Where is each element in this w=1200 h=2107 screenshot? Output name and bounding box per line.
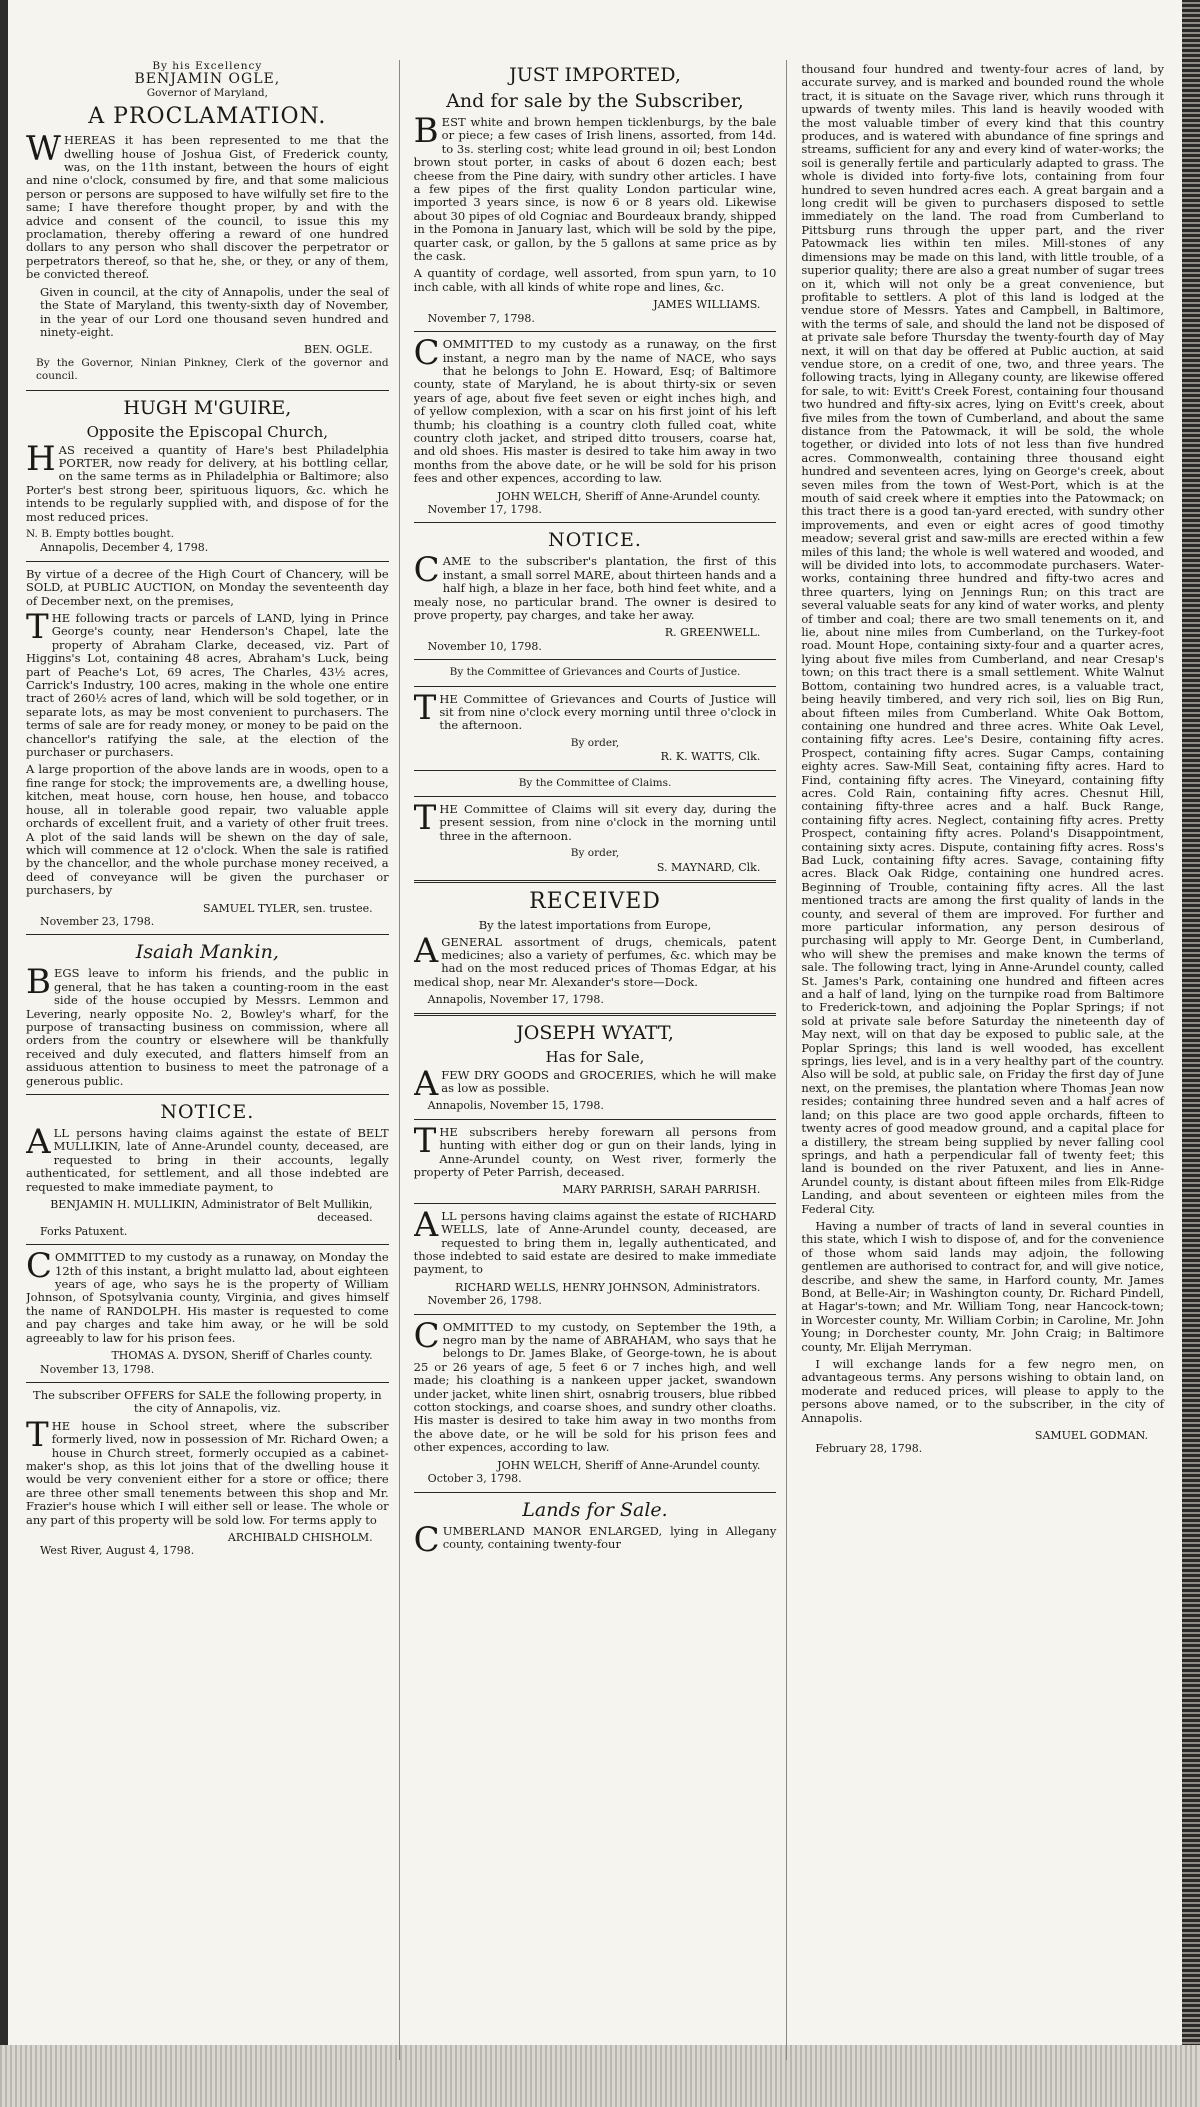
randolph-notice xyxy=(26,1246,389,1376)
mcguire-body: HAS received a quantity of Hare's best Philadelphia PORTER, now ready for delivery, at his bottling cellar, on the same terms as in Philadelphia or Baltimore; also Porter's best strong beer, spirituous liquors, &c. which he intends to be regularly supplied with, and dispose of for the most reduced prices. xyxy=(26,438,389,524)
godman-date: February 28, 1798. xyxy=(815,1442,923,1456)
sale-body-2: A large proportion of the above lands are in woods, open to a fine range for stock; the improvements are, a dwelling house, kitchen, meat house, corn house, hen house, and tobacco house, all in tolerable good repair, two valuable apple orchards of excellent fruit, and a variety of other fruit trees. A plot of the said lands will be shewn on the day of sale, which will commence at 12 o'clock. When the sale is ratified by the chancellor, and the whole purchase money received, a deed of conveyance will be given the purchaser or purchasers, by xyxy=(26,762,389,898)
column-1 xyxy=(26,60,400,2060)
claims-order: By order, xyxy=(570,847,620,860)
mare-notice xyxy=(414,529,777,653)
ji-title: JUST IMPORTED, xyxy=(509,64,681,86)
lands-continued xyxy=(801,63,1164,1456)
mankin-ad xyxy=(26,941,389,1088)
ji-body: BEST white and brown hempen ticklenburgs, by the bale or piece; a few cases of Irish linens, assorted, from 14d. to 3s. sterling cost; white lead ground in oil; best London brown stout porter, in casks of about 6 dozen each; best cheese from the Pine dairy, with sundry other articles. I have a few pipes of the first quality London particular wine, imported 3 years since, is now 6 or 8 years old. Likewise about 30 pipes of old Cogniac and Bourdeaux brandy, shipped in the Pomona in January last, which will be sold by the pipe, quarter cask, or gallon, by the 5 gallons at same price as by the cask. xyxy=(413,111,777,264)
wyatt-name: JOSEPH WYATT, xyxy=(516,1021,674,1044)
mankin-body: BEGS leave to inform his friends, and the public in general, that he has taken a counting-room in the east side of the house occupied by Messrs. Lemmon and Levering, nearly opposite No. 2, Bowley's wharf, for the purpose of transacting business on commission, where all orders from the country or elsewhere will be thankfully received and duly executed, and flatters himself from an assiduous attention to business to meet the patronage of a generous public. xyxy=(26,962,389,1088)
wyatt-date: Annapolis, November 15, 1798. xyxy=(427,1099,604,1113)
divider xyxy=(414,1119,777,1120)
nace-notice xyxy=(413,333,777,516)
offers-date: West River, August 4, 1798. xyxy=(40,1544,195,1558)
grievances-notice xyxy=(414,666,777,763)
godman-sign: SAMUEL GODMAN. xyxy=(1034,1429,1149,1443)
ji-date: November 7, 1798. xyxy=(427,311,535,325)
parrish-notice xyxy=(413,1120,777,1197)
column-3 xyxy=(801,60,1174,2060)
hunt-body: THE subscribers hereby forewarn all persons from hunting with either dog or gun on their lands, lying in Anne-Arundel county, on West river, formerly the property of Peter Parrish, deceased. xyxy=(413,1120,777,1179)
sale-intro: By virtue of a decree of the High Court of Chancery, will be SOLD, at PUBLIC AUCTION, on Monday the seventeenth day of December next, on the premises, xyxy=(26,566,389,608)
proc-sign: BEN. OGLE. xyxy=(304,343,373,357)
ji-sign: JAMES WILLIAMS. xyxy=(653,298,761,312)
lands-cont-body-2: Having a number of tracts of land in several counties in this state, which I wish to dispose of, and for the convenience of those whom said lands may adjoin, the following gentlemen are authorised to contract for, and will give notice, describe, and shew the same, in Harford county, Mr. James Bond, at Belle-Air; in Washington county, Dr. Richard Pindell, at Hagar's-town; and Mr. William Tong, near Hancock-town; in Worcester county, Mr. William Corbin; in Caroline, Mr. John Young; in Dorchester county, Mr. John Craig; in Baltimore county, Mr. Elijah Merryman. xyxy=(801,1218,1165,1354)
divider xyxy=(414,1013,777,1016)
abraham-sign: JOHN WELCH, Sheriff of Anne-Arundel county. xyxy=(497,1458,761,1472)
notice-title: NOTICE. xyxy=(160,1101,255,1123)
nace-sign: JOHN WELCH, Sheriff of Anne-Arundel county. xyxy=(497,489,761,503)
divider xyxy=(414,331,777,332)
mare-sign: R. GREENWELL. xyxy=(664,626,761,640)
offers-intro: The subscriber OFFERS for SALE the following property, in the city of Annapolis, viz. xyxy=(33,1387,382,1416)
mare-date: November 10, 1798. xyxy=(427,639,542,653)
wells-date: November 26, 1798. xyxy=(427,1294,542,1308)
wyatt-sub: Has for Sale, xyxy=(545,1047,645,1066)
lands-title: Lands for Sale. xyxy=(522,1498,668,1521)
wyatt-body: AFEW DRY GOODS and GROCERIES, which he will make as low as possible. xyxy=(413,1063,777,1104)
divider xyxy=(414,770,777,771)
rec-body: AGENERAL assortment of drugs, chemicals, patent medicines; also a variety of perfumes, &c. which may be had on the most reduced prices of Thomas Edgar, at his medical shop, near Mr. Alexander's store—Dock. xyxy=(413,930,777,989)
divider xyxy=(414,1492,777,1493)
offers-sign: ARCHIBALD CHISHOLM. xyxy=(227,1530,373,1544)
rec-sub: By the latest importations from Europe, xyxy=(478,918,712,933)
received-ad xyxy=(414,889,777,1006)
sale-body: THE following tracts or parcels of LAND, lying in Prince George's county, near Henderson's Chapel, late the property of Abraham Clarke, deceased, viz. Part of Higgins's Lot, containing 48 acres, Abraham's Luck, being part of Peache's Lot, 69 acres, The Charles, 43½ acres, Carrick's Industry, 100 acres, making in the whole one entire tract of 260½ acres of land, which will be sold together, or in separate lots, as may be most convenient to purchasers. The terms of sale are for ready money, or money to be paid on the chancellor's ratifying the sale, at the election of the purchaser or purchasers. xyxy=(26,607,389,760)
divider xyxy=(414,796,777,797)
griev-body: THE Committee of Grievances and Courts of Justice will sit from nine o'clock every morning until three o'clock in the afternoon. xyxy=(413,687,777,733)
wyatt-ad xyxy=(414,1022,777,1113)
lands-cont-body-3: I will exchange lands for a few negro men, on advantageous terms. Any persons wishing to obtain land, on moderate and reduced prices, will please to apply to the persons above named, or to the subscriber, in the city of Annapolis. xyxy=(801,1357,1165,1425)
mcguire-nb: N. B. Empty bottles bought. xyxy=(26,527,175,540)
divider xyxy=(414,686,777,687)
claims-notice xyxy=(414,777,777,874)
divider xyxy=(414,522,777,523)
lands-ad xyxy=(413,1498,777,1560)
williams-ad xyxy=(414,64,777,325)
divider xyxy=(26,934,389,935)
columns xyxy=(26,60,1174,2060)
griev-order: By order, xyxy=(570,736,620,749)
divider xyxy=(26,390,389,391)
notice-place: Forks Patuxent. xyxy=(40,1224,128,1238)
proc-name: BENJAMIN OGLE, xyxy=(134,71,281,88)
abraham-date: October 3, 1798. xyxy=(427,1472,522,1486)
abraham-notice xyxy=(413,1315,777,1486)
mare-body: CAME to the subscriber's plantation, the first of this instant, a small sorrel MARE, about thirteen hands and a half high, a blaze in her face, both hind feet white, and a mealy nose, no particular brand. The owner is desired to prove property, pay charges, and take her away. xyxy=(413,550,777,622)
claims-head: By the Committee of Claims. xyxy=(518,776,672,789)
randolph-sign: THOMAS A. DYSON, Sheriff of Charles county. xyxy=(111,1349,373,1363)
offers-body: THE house in School street, where the subscriber formerly lived, now in possession of Mr. Richard Owen; a house in Church street, formerly occupied as a cabinet-maker's shop, as this lot joins that of the dwelling house it would be very convenient either for a store or office; there are three other small tenements between this shop and Mr. Frazier's house which I will either sell or lease. The whole or any part of this property will be sold low. For terms apply to xyxy=(26,1414,389,1527)
page-edge-left xyxy=(0,0,8,2107)
abraham-body: COMMITTED to my custody, on September the 19th, a negro man by the name of ABRAHAM, who says that he belongs to Dr. James Blake, of George-town, he is about 25 or 26 years of age, 5 feet 6 or 7 inches high, and well made; his cloathing is a nankeen upper jacket, swandown under jacket, white linen shirt, osnabrig trousers, blue ribbed cotton stockings, and coarse shoes, and sundry other cloaths. His master is desired to take him away in two months from the above date, or he will be sold for his prison fees and other expences, according to law. xyxy=(413,1315,777,1455)
notice-body: ALL persons having claims against the estate of BELT MULLIKIN, late of Anne-Arundel county, deceased, are requested to bring in their accounts, legally authenticated, for settlement, and all those indebted are requested to make immediate payment, to xyxy=(26,1122,389,1194)
proc-by: By his Excellency xyxy=(152,60,263,72)
wells-body: ALL persons having claims against the estate of RICHARD WELLS, late of Anne-Arundel county, deceased, are requested to bring them in, legally authenticated, and those indebted to said estate are desired to make immediate payment, to xyxy=(413,1204,777,1277)
lands-cont-body: thousand four hundred and twenty-four acres of land, by accurate survey, and is marked and bounded round the whole tract, it is situate on the Savage river, which runs through it upwards of twenty miles. This land is heavily wooded with the most valuable timber of every kind that this country produces, and is watered with abundance of fine springs and streams, sufficient for any and every kind of water-works; the soil is generally fertile and particularly adapted to grass. The whole is divided into forty-five lots, containing from four hundred to seven hundred acres each. A great bargain and a long credit will be given to purchasers disposed to settle immediately on the land. The road from Cumberland to Pittsburg runs through the upper part, and the river Patowmack lies within ten miles. Mill-stones of any dimensions may be made on this land, with little trouble, of a superior quality; there are also a great number of sugar trees on it, which will not only be a great convenience, but profitable to settlers. A plot of this land is lodged at the vendue store of Messrs. Yates and Campbell, in Baltimore, with the terms of sale, and should the land not be disposed of at private sale before Thursday the twenty-fourth day of May next, it will on that day be offered at Public auction, at said vendue store, on a credit of one, two, and three years. The following tracts, lying in Allegany county, are likewise offered for sale, to wit: Evitt's Creek Forest, containing four thousand two hundred and fifty-six acres, lying on Evitt's creek, about five miles from the town of Cumberland, and about the same distance from the Patowmack, it will be sold, the whole together, or divided into lots of not less than five hundred acres. Commonwealth, containing three thousand eight hundred and seventeen acres, lying on George's creek, about seven miles from the town of West-Port, which is at the mouth of said creek where it empties into the Patowmack; on this tract there is a good tan-yard erected, with sundry other improvements, and even or eight acres of good timothy meadow; several grist and saw-mills are erected within a few miles of this land; the whole is well watered and wooded, and will be divided into lots, to accommodate purchasers. Water-works, containing three hundred and fifty-two acres and three quarters, lying on Jennings Run; on this tract are several valuable seats for any kind of water works, and plenty of timber and coal; there are two small tenements on it, and lie, about nine miles from Cumberland, on the Turkey-foot road. Mount Hope, containing sixty-four and a quarter acres, lying about five miles from Cumberland, and near Cresap's town; on this tract there is a small settlement. White Walnut Bottom, containing two hundred acres, is a valuable tract, being heavily timbered, and very rich soil, lies on Big Run, about fifteen miles from Cumberland. White Oak Bottom, containing one hundred and three acres. White Oak Level, containing fifty acres. Lee's Desire, containing fifty acres. Prospect, containing fifty acres. Sugar Camps, containing eighty acres. Saw-Mill Seat, containing fifty acres. Hard to Find, containing fifty acres. The Vineyard, containing fifty acres. Cold Rain, containing fifty acres. Chesnut Hill, containing fifty-three acres and a half. Buck Range, containing fifty acres. Neglect, containing fifty acres. Pretty Prospect, containing fifty acres. Poland's Disappointment, containing sixty acres. Dispute, containing fifty acres. Ross's Bad Luck, containing fifty acres. Savage, containing fifty acres. Black Oak Ridge, containing one hundred acres. Beginning of Trouble, containing fifty acres. All the last mentioned tracts are among the first quality of lands in the county, and several of them are improved. For further and more particular information, any person desirous of purchasing will apply to Mr. George Dent, in Cumberland, who will shew the premises and make known the terms of sale. The following tract, lying in Anne-Arundel county, called St. James's Park, containing one hundred and fifteen acres and a half of land, lying on the turnpike road from Baltimore to Frederick-town, and adjoining the Poplar Springs; if not sold at private sale before Saturday the nineteenth day of May next, will on that day be exposed to public sale, at the Poplar Springs; this land is well wooded, has excellent springs, lies level, and is in a very healthy part of the country. Also will be sold, at public sale, on Friday the first day of June next, on the premises, the plantation where Thomas Jean now resides; containing three hundred seven and a half acres of land; on this place are two good apple orchards, fifteen to twenty acres of good meadow ground, and a capital place for a distillery, the stream being supplied by never falling cool springs, and hath a perpendicular fall of twenty feet; this land is bounded on the river Patuxent, and lies in Anne-Arundel county, is distant about fifteen miles from Elk-Ridge Landing, and about seventeen or eighteen miles from the Federal City. xyxy=(801,62,1165,1216)
nace-date: November 17, 1798. xyxy=(427,502,542,516)
wells-notice xyxy=(413,1204,777,1308)
chancery-sale xyxy=(26,568,389,929)
mcguire-name: HUGH M'GUIRE, xyxy=(123,396,292,419)
divider xyxy=(26,1244,389,1245)
proc-body: WHEREAS it has been represented to me that the dwelling house of Joshua Gist, of Frederick county, was, on the 11th instant, between the hours of eight and nine o'clock, consumed by fire, and that some malicious person or persons are supposed to have wilfully set fire to the same; I have therefore thought proper, by and with the advice and consent of the council, to issue this my proclamation, thereby offering a reward of one hundred dollars to any person who shall discover the perpetrator or perpetrators thereof, so that he, she, or they, or any of them, be convicted thereof. xyxy=(26,129,389,282)
proc-given: Given in council, at the city of Annapolis, under the seal of the State of Maryland, this twenty-sixth day of November, in the year of our Lord one thousand seven hundred and ninety-eight. xyxy=(40,284,389,339)
proc-title: A PROCLAMATION. xyxy=(88,104,327,130)
sale-date: November 23, 1798. xyxy=(40,914,155,928)
claims-body: THE Committee of Claims will sit every day, during the present session, from nine o'clock in the morning until three in the afternoon. xyxy=(413,798,777,843)
ji-sub: And for sale by the Subscriber, xyxy=(446,90,744,112)
divider xyxy=(414,1314,777,1315)
sale-sign: SAMUEL TYLER, sen. trustee. xyxy=(203,901,373,915)
griev-sign: R. K. WATTS, Clk. xyxy=(660,750,761,764)
divider xyxy=(26,1382,389,1383)
divider xyxy=(414,1203,777,1204)
hunt-sign: MARY PARRISH, SARAH PARRISH. xyxy=(562,1183,761,1197)
ji-body-2: A quantity of cordage, well assorted, from spun yarn, to 10 inch cable, with all kinds of white rope and lines, &c. xyxy=(413,266,777,294)
chisholm-offer xyxy=(26,1389,389,1558)
divider xyxy=(414,880,777,883)
rec-date: Annapolis, November 17, 1798. xyxy=(427,993,604,1007)
notice-sign: BENJAMIN H. MULLIKIN, Administrator of Belt Mullikin, deceased. xyxy=(50,1198,373,1225)
mcguire-sub: Opposite the Episcopal Church, xyxy=(86,422,329,441)
rec-title: RECEIVED xyxy=(529,889,661,915)
mcguire-ad xyxy=(26,397,389,555)
claims-sign: S. MAYNARD, Clk. xyxy=(656,860,761,874)
nace-body: COMMITTED to my custody as a runaway, on the first instant, a negro man by the name of NACE, who says that he belongs to John E. Howard, Esq; of Baltimore county, state of Maryland, he is about thirty-six or seven years of age, about five feet seven or eight inches high, and of yellow complexion, with a scar on his first joint of his left thumb; his cloathing is a country cloth fulled coat, white country cloth jacket, and striped ditto trousers, coarse hat, and old shoes. His master is desired to take him away in two months from the above date, or he will be sold for his prison fees and other expences, according to law. xyxy=(413,333,777,486)
mcguire-date: Annapolis, December 4, 1798. xyxy=(40,541,209,555)
divider xyxy=(414,659,777,660)
mullikin-notice xyxy=(26,1101,389,1238)
proclamation xyxy=(26,60,389,384)
mare-title: NOTICE. xyxy=(548,529,642,552)
divider xyxy=(26,561,389,562)
proc-clerk: By the Governor, Ninian Pinkney, Clerk of the governor and council. xyxy=(36,356,389,383)
page-edge-right xyxy=(1182,0,1200,2107)
griev-head: By the Committee of Grievances and Courts of Justice. xyxy=(449,666,741,679)
randolph-body: COMMITTED to my custody as a runaway, on Monday the 12th of this instant, a bright mulatto lad, about eighteen years of age, who says he is the property of William Johnson, of Spotsylvania county, Virginia, and gives himself the name of RANDOLPH. His master is requested to come and pay charges and take him away, or he will be sold agreeably to law for his prison fees. xyxy=(26,1246,389,1345)
mankin-name: Isaiah Mankin, xyxy=(135,941,279,964)
wells-sign: RICHARD WELLS, HENRY JOHNSON, Administrators. xyxy=(455,1280,761,1294)
divider xyxy=(26,1094,389,1095)
proc-office: Governor of Maryland, xyxy=(146,86,268,99)
column-2 xyxy=(414,60,788,2060)
randolph-date: November 13, 1798. xyxy=(40,1362,155,1376)
lands-body: CUMBERLAND MANOR ENLARGED, lying in Allegany county, containing twenty-four xyxy=(413,1519,777,1560)
